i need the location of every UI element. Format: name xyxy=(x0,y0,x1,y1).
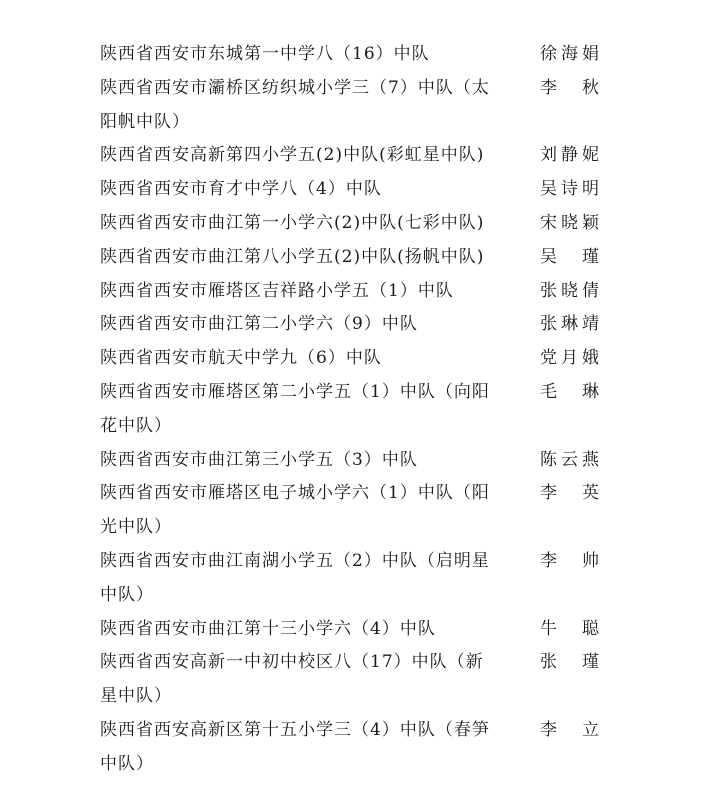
person-name: 李 秋 xyxy=(540,77,600,98)
unit-name: 陕西省西安市雁塔区吉祥路小学五（1）中队 xyxy=(100,280,454,301)
unit-name: 陕西省西安市育才中学八（4）中队 xyxy=(100,179,382,200)
person-name: 毛 琳 xyxy=(540,381,600,402)
unit-name: 陕西省西安市曲江南湖小学五（2）中队（启明星中队） xyxy=(100,550,490,605)
unit-name: 陕西省西安市曲江第八小学五(2)中队(扬帆中队) xyxy=(100,246,485,267)
list-item xyxy=(100,241,600,275)
person-name: 党月娥 xyxy=(540,348,600,369)
list-item xyxy=(100,38,600,72)
unit-name: 陕西省西安市曲江第二小学六（9）中队 xyxy=(100,314,418,335)
unit-name: 陕西省西安市曲江第十三小学六（4）中队 xyxy=(100,618,436,639)
person-name: 陈云燕 xyxy=(540,449,600,470)
person-name: 刘静妮 xyxy=(540,145,600,166)
list-item xyxy=(100,545,600,613)
list-item xyxy=(100,477,600,545)
list-item xyxy=(100,207,600,241)
unit-name: 陕西省西安高新第四小学五(2)中队(彩虹星中队) xyxy=(100,145,485,166)
list-item xyxy=(100,613,600,647)
list-item xyxy=(100,342,600,376)
list-item xyxy=(100,444,600,478)
list-item xyxy=(100,714,600,782)
list-item xyxy=(100,275,600,309)
unit-name: 陕西省西安市航天中学九（6）中队 xyxy=(100,348,382,369)
list-item xyxy=(100,308,600,342)
unit-name: 陕西省西安市东城第一中学八（16）中队 xyxy=(100,44,430,64)
person-name: 李 帅 xyxy=(540,550,600,571)
person-name: 宋晓颖 xyxy=(540,212,600,233)
unit-name: 陕西省西安市雁塔区电子城小学六（1）中队（阳光中队） xyxy=(100,483,490,538)
person-name: 吴 瑾 xyxy=(540,246,600,267)
person-name: 张 瑾 xyxy=(540,652,600,673)
list-item xyxy=(100,139,600,173)
unit-name: 陕西省西安高新区第十五小学三（4）中队（春笋中队） xyxy=(100,719,490,774)
unit-name: 陕西省西安市曲江第三小学五（3）中队 xyxy=(100,449,418,470)
person-name: 张晓倩 xyxy=(540,280,600,301)
list-item xyxy=(100,376,600,444)
unit-name: 陕西省西安高新一中初中校区八（17）中队（新星中队） xyxy=(100,652,484,707)
unit-name: 陕西省西安市灞桥区纺织城小学三（7）中队（太阳帆中队） xyxy=(100,77,490,132)
person-name: 张琳靖 xyxy=(540,314,600,335)
unit-name: 陕西省西安市雁塔区第二小学五（1）中队（向阳花中队） xyxy=(100,381,490,436)
award-list xyxy=(100,38,600,782)
list-item xyxy=(100,646,600,714)
unit-name: 陕西省西安市曲江第一小学六(2)中队(七彩中队) xyxy=(100,212,485,233)
list-item xyxy=(100,72,600,140)
person-name: 吴诗明 xyxy=(540,179,600,200)
person-name: 李 英 xyxy=(540,483,600,504)
person-name: 牛 聪 xyxy=(540,618,600,639)
person-name: 徐海娟 xyxy=(540,44,600,64)
list-item xyxy=(100,173,600,207)
person-name: 李 立 xyxy=(540,719,600,740)
